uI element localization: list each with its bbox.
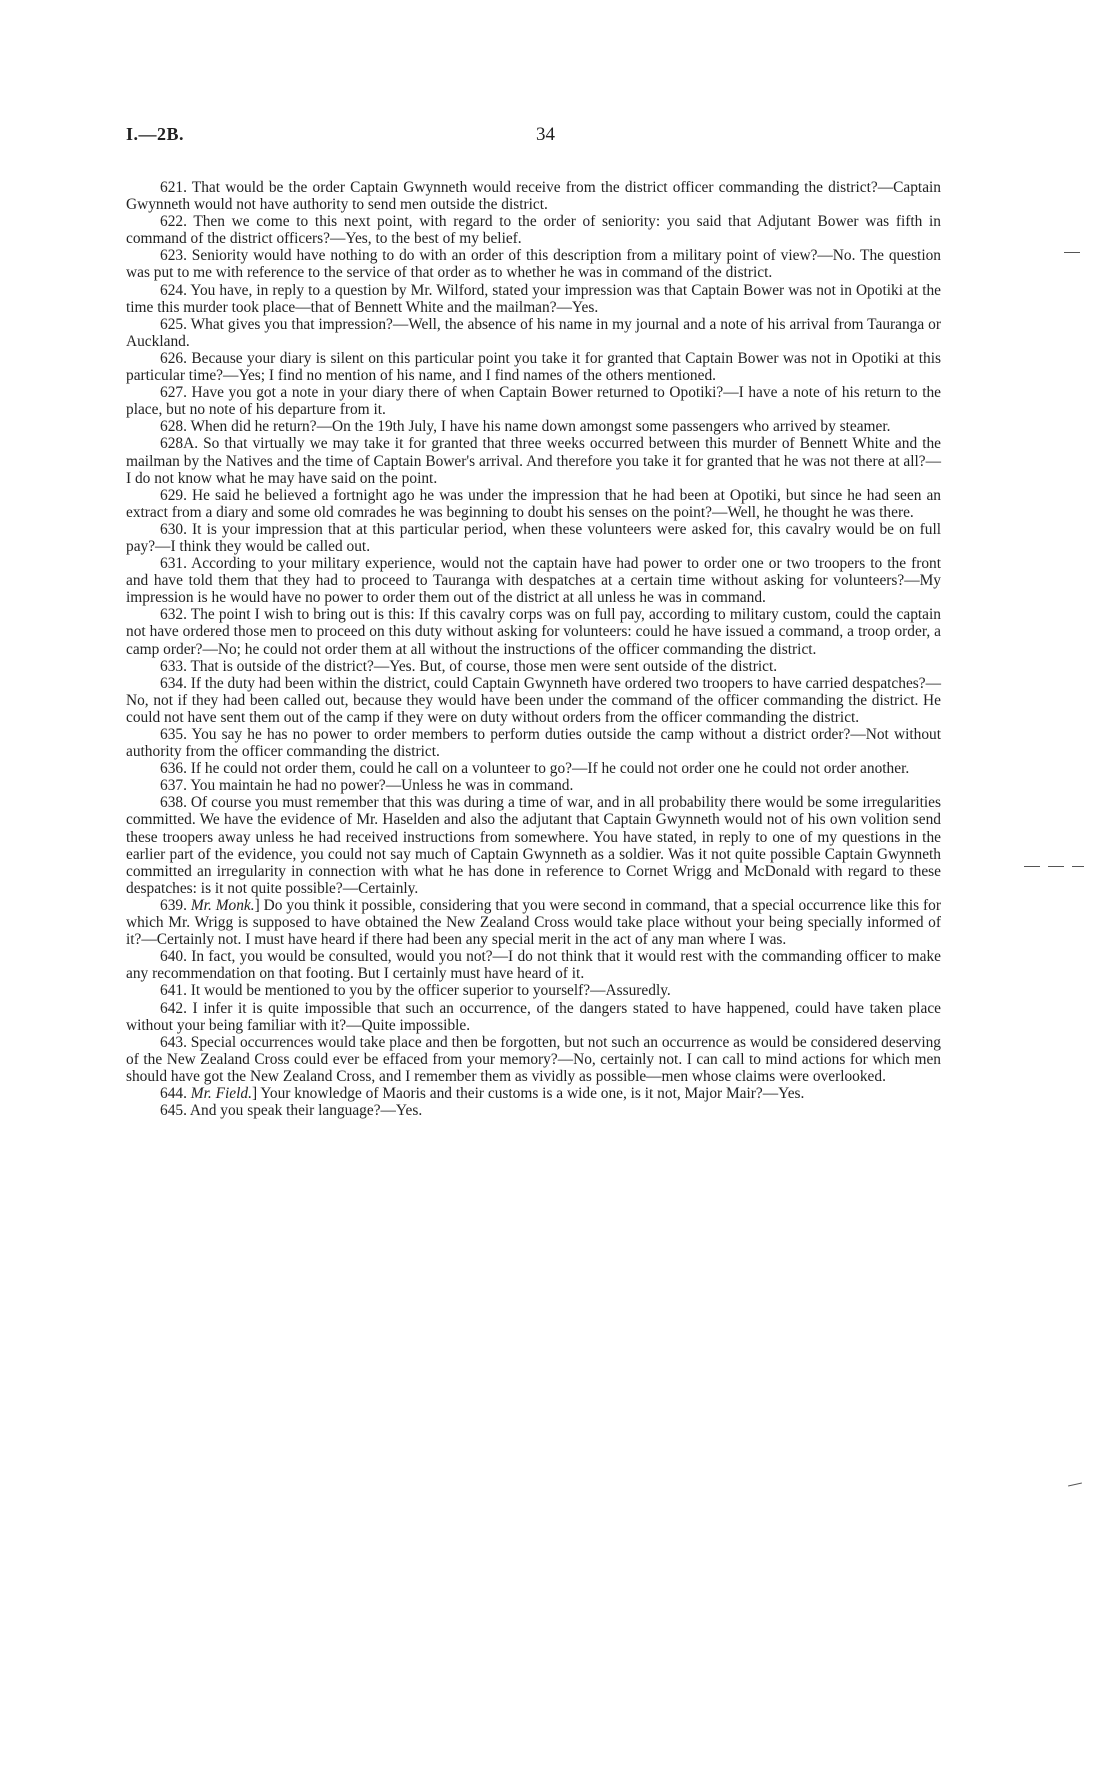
paragraph-631: 631. According to your military experience, would not the captain have had power to order one or two troopers to the front and have told them that they had to proceed to Tauranga with despatches at a certain time without asking for volunteers?—My impression is he would have no power to order them out of the district at all unless he was in command.	[126, 555, 941, 607]
paragraph-628: 628. When did he return?—On the 19th July, I have his name down amongst some passengers who arrived by steamer.	[160, 418, 891, 436]
paragraph-639	[126, 897, 941, 948]
margin-mark	[1064, 252, 1080, 253]
question-number: 639.	[160, 896, 187, 914]
page-number: 34	[536, 124, 555, 145]
evidence-body	[126, 179, 941, 1119]
paragraph-635: 635. You say he has no power to order members to perform duties outside the camp without a district order?—Not without authority from the officer commanding the district.	[126, 726, 941, 761]
paragraph-629: 629. He said he believed a fortnight ago he was under the impression that he had been at Opotiki, but since he had seen an extract from a diary and some old comrades he was beginning to doubt his senses on the point?—Well, he thought he was there.	[126, 486, 941, 521]
paragraph-634: 634. If the duty had been within the district, could Captain Gwynneth have ordered two troopers to have carried despatches?—No, not if they had been called out, because they would have been under the command of the officer commanding the district. He could not have sent them out of the camp if they were on duty without orders from the officer commanding the district.	[126, 674, 941, 726]
document-reference: I.—2B.	[126, 124, 185, 144]
paragraph-626: 626. Because your diary is silent on this particular point you take it for granted that Captain Bower was not in Opotiki at this particular time?—Yes; I find no mention of his name, and I find names of the others mentioned.	[126, 349, 941, 385]
paragraph-636: 636. If he could not order them, could he call on a volunteer to go?—If he could not order one he could not order another.	[160, 760, 910, 778]
question-number: 644.	[160, 1084, 187, 1102]
paragraph-633: 633. That is outside of the district?—Yes. But, of course, those men were sent outside of the district.	[160, 657, 778, 675]
paragraph-text: ] Do you think it possible, considering that you were second in command, that a special occurrence like this for which Mr. Wrigg is supposed to have obtained the New Zealand Cross would take place without your being specially informed of it?—Certainly not. I must have heard if there had been any special merit in the act of any man where I was.	[126, 896, 941, 949]
paragraph-642: 642. I infer it is quite impossible that such an occurrence, of the dangers stated to have happened, could have taken place without your being familiar with it?—Quite impossible.	[126, 999, 941, 1034]
paragraph-643: 643. Special occurrences would take place and then be forgotten, but not such an occurrence as would be considered deserving of the New Zealand Cross could ever be effaced from your memory?—No, certainly not. I can call to mind actions for which men should have got the New Zealand Cross, and I remember them as vividly as possible—men whose claims were overlooked.	[126, 1033, 941, 1085]
paragraph-text: ] Your knowledge of Maoris and their customs is a wide one, is it not, Major Mair?—Yes.	[251, 1084, 805, 1102]
paragraph-623: 623. Seniority would have nothing to do with an order of this description from a military point of view?—No. The question was put to me with reference to the service of that order as to whether he was in command of the district.	[126, 247, 941, 282]
paragraph-621: 621. That would be the order Captain Gwynneth would receive from the district officer commanding the district?—Captain Gwynneth would not have authority to send men outside the district.	[126, 179, 941, 214]
speaker-name: Mr. Monk.	[190, 896, 255, 914]
paragraph-641: 641. It would be mentioned to you by the officer superior to yourself?—Assuredly.	[160, 982, 671, 1000]
speaker-name: Mr. Field.	[190, 1084, 252, 1102]
paragraph-628a: 628A. So that virtually we may take it for granted that three weeks occurred between this murder of Bennett White and the mailman by the Natives and the time of Captain Bower's arrival. And therefore you take it for granted that he was not there at all?—I do not know what he may have said on the point.	[126, 435, 941, 487]
paragraph-624: 624. You have, in reply to a question by Mr. Wilford, stated your impression was that Captain Bower was not in Opotiki at the time this murder took place—that of Bennett White and the mailman?—Yes.	[126, 281, 941, 316]
margin-mark	[1068, 1483, 1082, 1487]
paragraph-627: 627. Have you got a note in your diary there of when Captain Bower returned to Opotiki?—I have a note of his return to the place, but no note of his departure from it.	[126, 384, 941, 419]
margin-mark	[1048, 866, 1064, 867]
margin-mark	[1024, 866, 1040, 867]
paragraph-625: 625. What gives you that impression?—Well, the absence of his name in my journal and a note of his arrival from Tauranga or Auckland.	[126, 315, 941, 350]
margin-mark	[1072, 866, 1084, 867]
paragraph-644	[126, 1085, 941, 1102]
paragraph-632: 632. The point I wish to bring out is this: If this cavalry corps was on full pay, according to military custom, could the captain not have ordered those men to proceed on this duty without asking for volunteers: could he have issued a command, a troop order, a camp order?—No; he could not order them at all without the instructions of the officer commanding the district.	[126, 606, 941, 658]
paragraph-637: 637. You maintain he had no power?—Unless he was in command.	[160, 777, 574, 795]
paragraph-645: 645. And you speak their language?—Yes.	[160, 1102, 423, 1120]
paragraph-622: 622. Then we come to this next point, with regard to the order of seniority: you said that Adjutant Bower was fifth in command of the district officers?—Yes, to the best of my belief.	[126, 213, 941, 248]
paragraph-640: 640. In fact, you would be consulted, would you not?—I do not think that it would rest with the commanding officer to make any recommendation on that footing. But I certainly must have heard of it.	[126, 948, 941, 983]
paragraph-630: 630. It is your impression that at this particular period, when these volunteers were asked for, this cavalry would be on full pay?—I think they would be called out.	[126, 520, 941, 555]
paragraph-638: 638. Of course you must remember that this was during a time of war, and in all probability there would be some irregularities committed. We have the evidence of Mr. Haselden and also the adjutant that Captain Gwynneth would not of his own volition send these troopers away unless he had received instructions from somewhere. You have stated, in reply to one of my questions in the earlier part of the evidence, you could not say much of Captain Gwynneth as a soldier. Was it not quite possible Captain Gwynneth committed an irregularity in connection with what he has done in reference to Cornet Wrigg and McDonald with regard to these despatches: is it not quite possible?—Certainly.	[126, 794, 941, 897]
